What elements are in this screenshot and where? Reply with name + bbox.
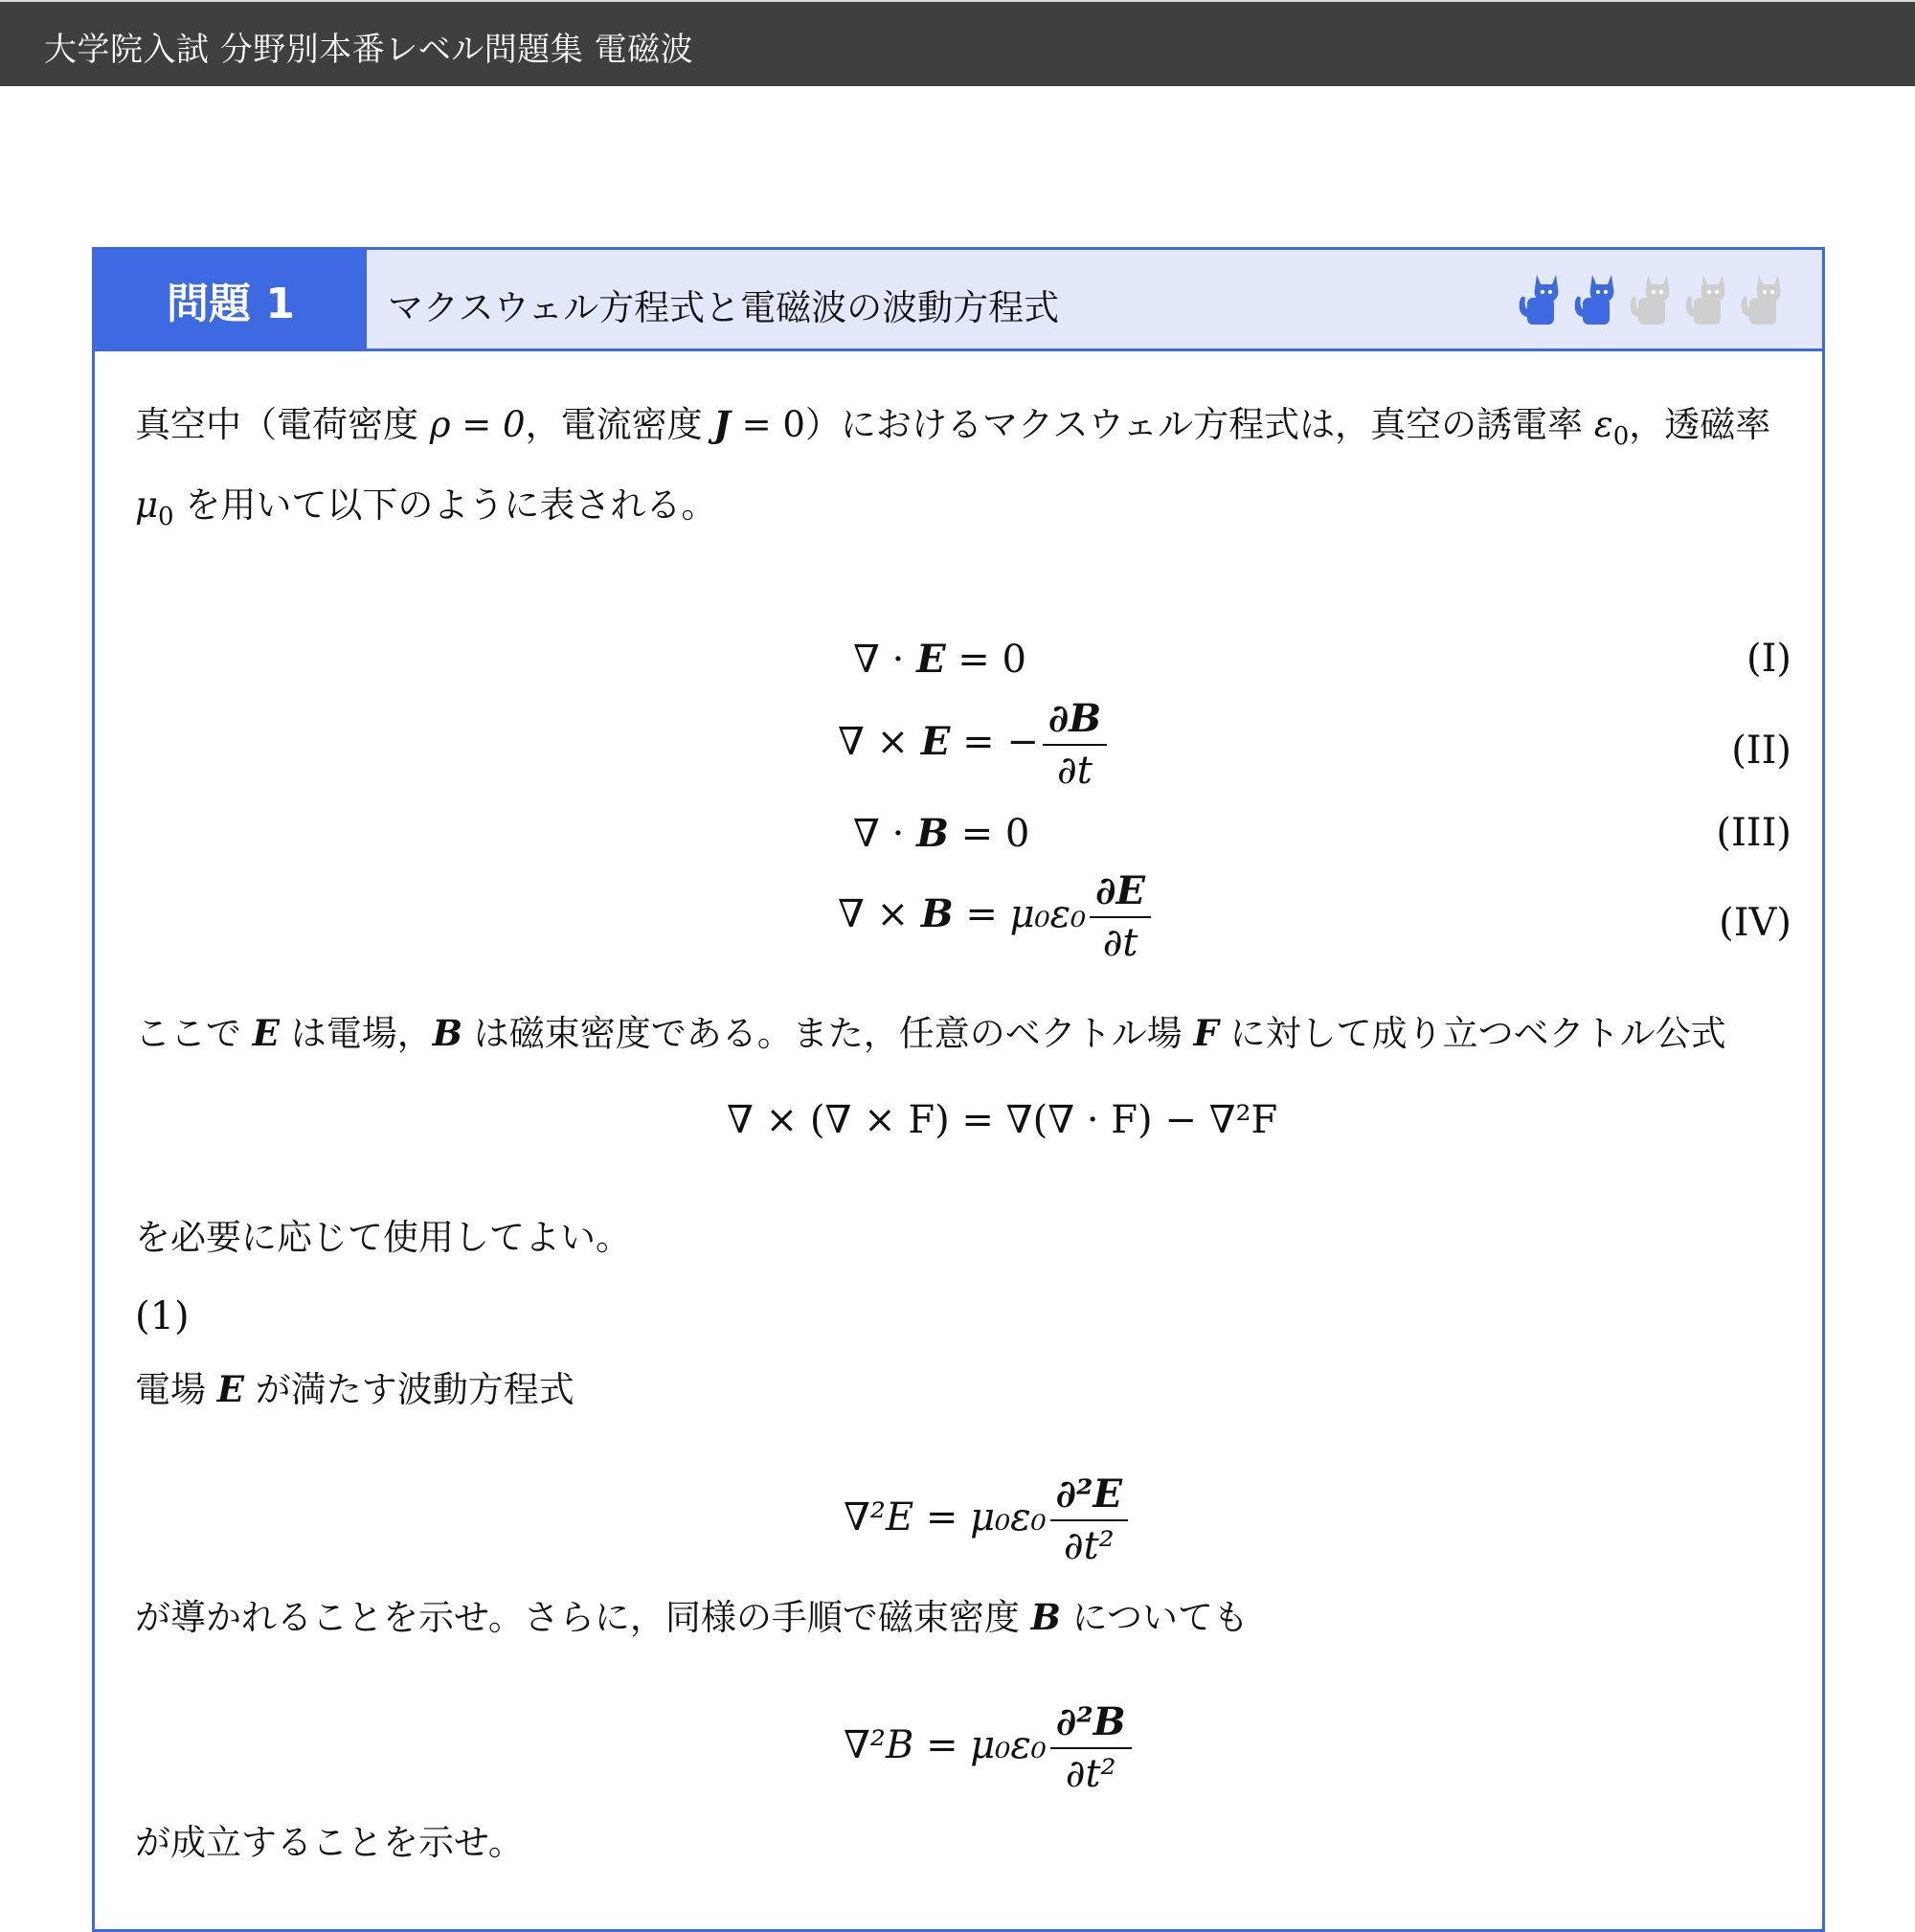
equation-IV: ∇ × B = μ₀ε₀ $\frac{\partial E}{\partial t}$: [838, 868, 1151, 966]
cat-icon: [1627, 269, 1673, 326]
J-equation: = 0: [730, 404, 805, 445]
vector-identity: ∇ × (∇ × F) = ∇(∇ · F) − ∇²F: [727, 1098, 1278, 1142]
intro-paragraph: [135, 390, 1791, 551]
wave-equation-B: ∇²B = μ₀ε₀ $\frac{\text{∂²B}}{\text{∂t²}}$: [844, 1699, 1132, 1797]
intro-text-2: ，電流密度: [525, 404, 714, 445]
cat-icon: [1738, 269, 1784, 326]
intro-text-5: を用いて以下のように表される。: [173, 484, 717, 526]
question-1-line-1: 電場 E が満たす波動方程式: [135, 1368, 574, 1410]
epsilon-subscript: 0: [1612, 422, 1630, 451]
rho-equation: ρ = 0: [429, 404, 526, 445]
epsilon-symbol: ε: [1593, 404, 1613, 445]
intro-text-4: ，透磁率: [1629, 404, 1771, 445]
equation-number-II: (II): [1731, 729, 1791, 773]
cat-icon: [1516, 269, 1562, 326]
cat-icon: [1571, 269, 1617, 326]
usage-note: を必要に応じて使用してよい。: [135, 1217, 631, 1258]
equation-number-I: (I): [1746, 637, 1791, 681]
page-title: 大学院入試 分野別本番レベル問題集 電磁波: [44, 31, 694, 69]
problem-title: マクスウェル方程式と電磁波の波動方程式: [388, 287, 1060, 328]
question-1-line-3: が成立することを示せ。: [135, 1822, 524, 1863]
equation-I: ∇ · E = 0: [853, 637, 1026, 682]
equation-number-IV: (IV): [1719, 901, 1791, 945]
equation-III: ∇ · B = 0: [853, 811, 1030, 856]
problem-header: [95, 250, 1822, 351]
question-1-line-2: が導かれることを示せ。さらに，同様の手順で磁束密度 B についても: [135, 1596, 1249, 1638]
mu-symbol: μ: [135, 484, 159, 526]
problem-number: 問題 1: [95, 250, 367, 348]
equation-II: ∇ × E = − $\frac{\partial B}{\partial t}$: [838, 696, 1107, 794]
definition-paragraph: ここで E は電場，B は磁束密度である。また，任意のベクトル場 F に対して成り立つベクトル公式: [135, 1012, 1726, 1054]
intro-text-3: ）におけるマクスウェル方程式は，真空の誘電率: [804, 404, 1594, 445]
top-bar: [0, 0, 1915, 86]
wave-equation-E: ∇²E = μ₀ε₀ $\frac{\text{∂²E}}{\text{∂t²}}$: [844, 1471, 1128, 1569]
question-1-label: (1): [135, 1294, 190, 1338]
mu-subscript: 0: [158, 503, 174, 531]
J-symbol: J: [713, 403, 731, 445]
difficulty-rating: [1516, 269, 1784, 326]
problem-card: [92, 247, 1825, 1932]
equation-number-III: (III): [1716, 811, 1791, 855]
cat-icon: [1682, 269, 1728, 326]
intro-text-1: 真空中（電荷密度: [135, 404, 430, 445]
